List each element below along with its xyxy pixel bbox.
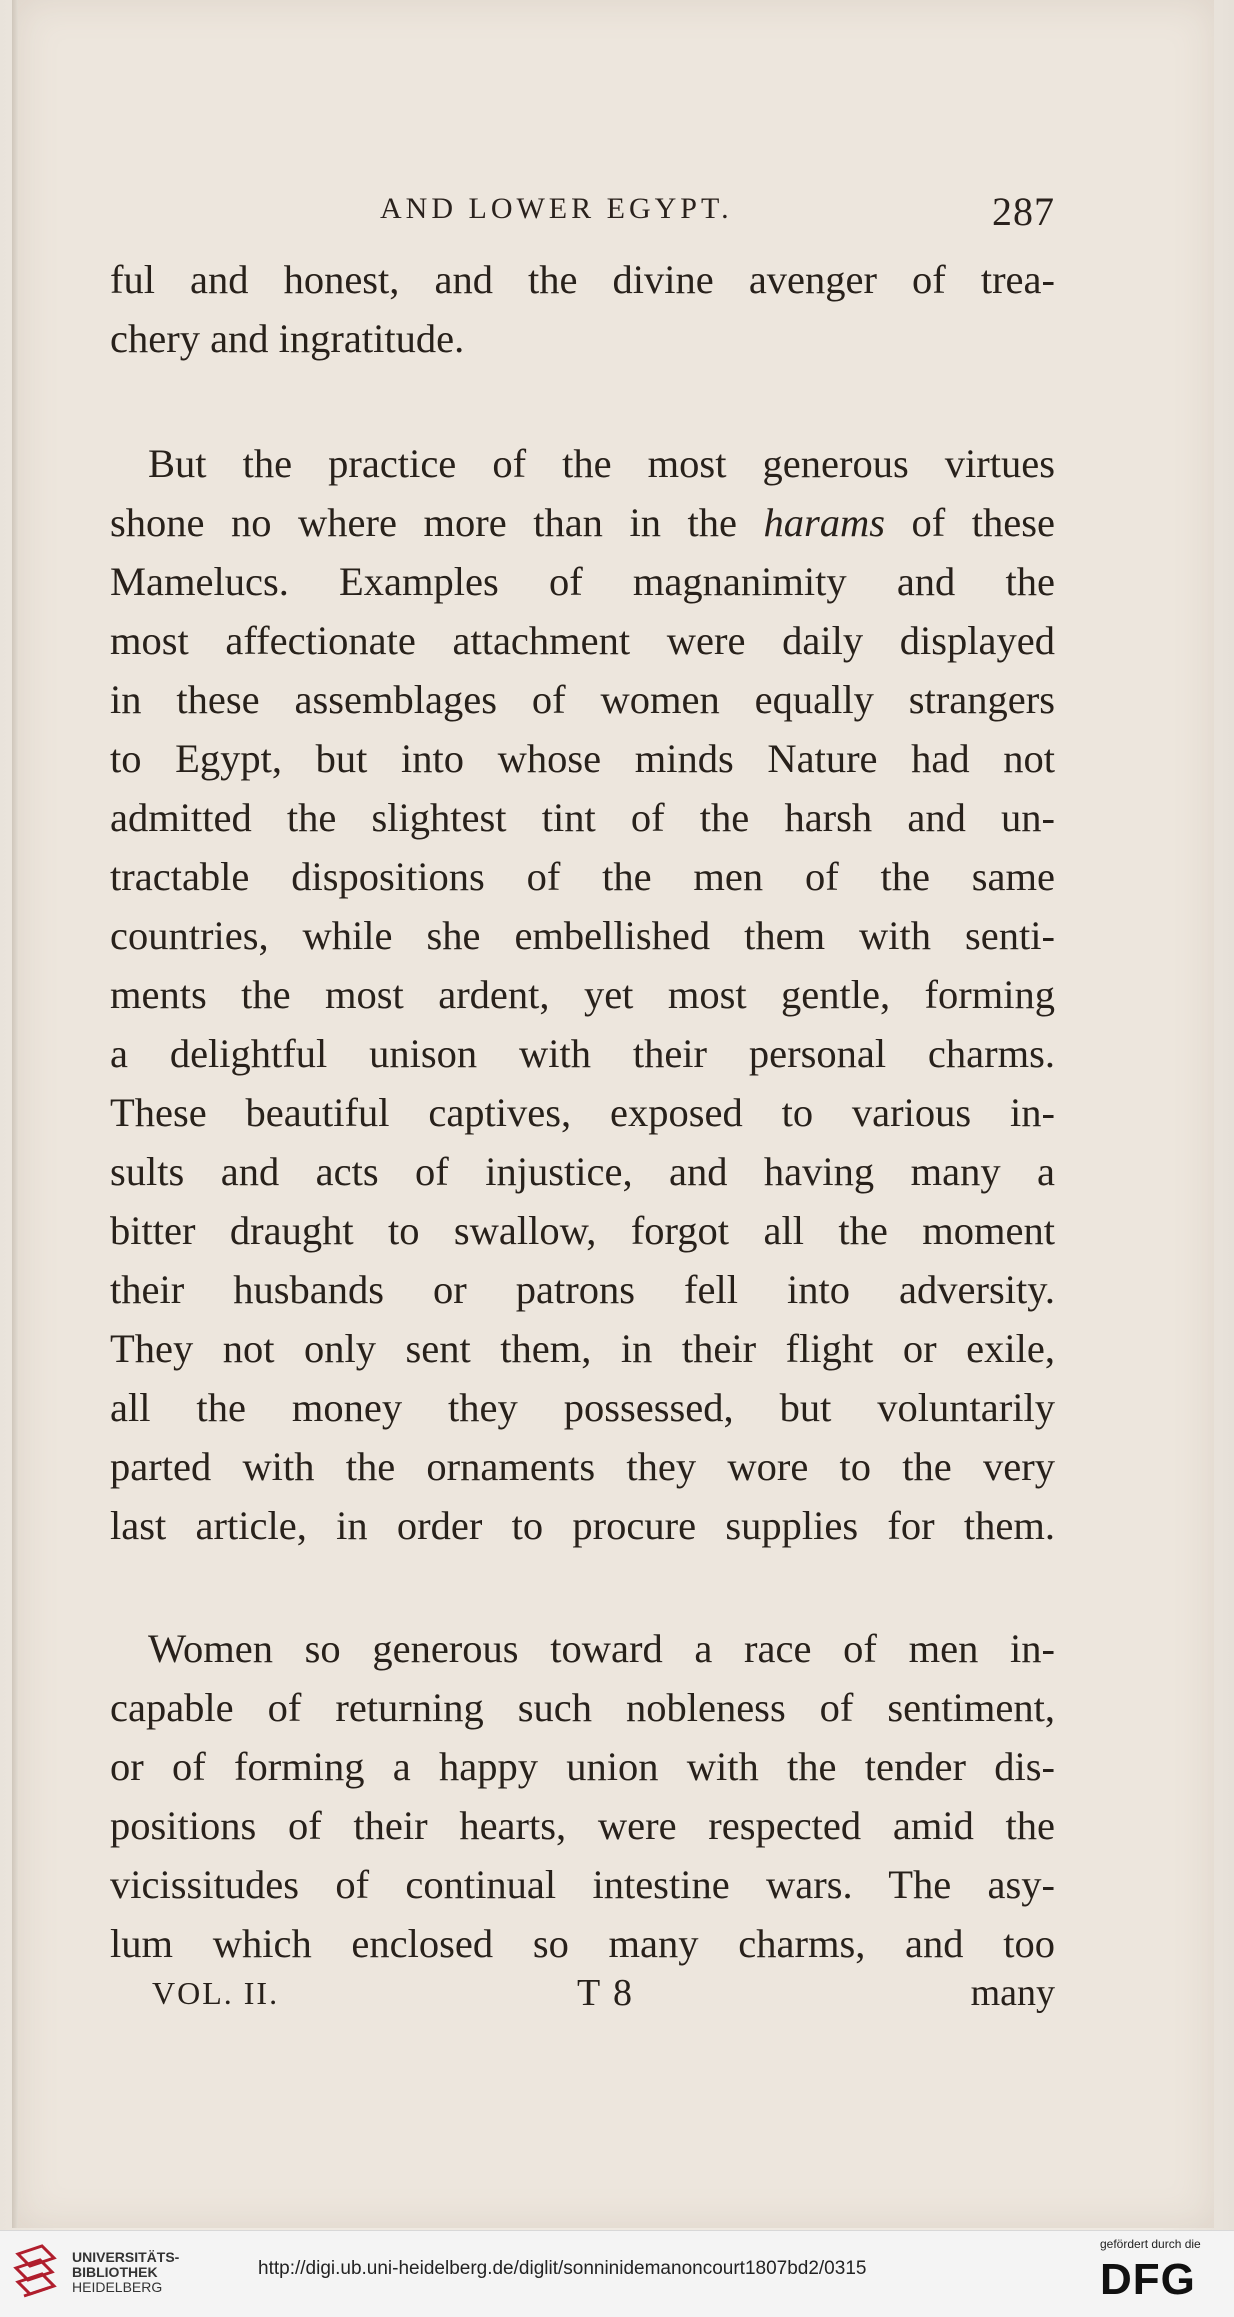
text-line: lum which enclosed so many charms, and too [110, 1921, 1055, 1966]
body-text [110, 250, 1055, 1973]
library-name-line1: UNIVERSITÄTS- [72, 2249, 180, 2265]
text-line: bitter draught to swallow, forgot all the moment [110, 1208, 1055, 1253]
text-line: tractable dispositions of the men of the same [110, 854, 1055, 899]
library-name-line3: HEIDELBERG [72, 2279, 163, 2295]
library-name[interactable] [72, 2250, 179, 2295]
text-line: ments the most ardent, yet most gentle, forming [110, 972, 1055, 1017]
text-line: capable of returning such nobleness of sentiment, [110, 1685, 1055, 1730]
text-segment: of these [885, 500, 1055, 545]
text-line: But the practice of the most generous virtues [148, 441, 1055, 486]
catchword: many [970, 1972, 1055, 2014]
paragraph-3 [110, 1619, 1055, 1973]
page-number: 287 [992, 189, 1055, 234]
text-line: last article, in order to procure supplies for them. [110, 1503, 1055, 1548]
volume-label: VOL. II. [152, 1975, 280, 2011]
text-line: or of forming a happy union with the tender dis- [110, 1744, 1055, 1789]
text-line: ful and honest, and the divine avenger of trea- [110, 257, 1055, 302]
text-line: a delightful unison with their personal charms. [110, 1031, 1055, 1076]
text-line: sults and acts of injustice, and having many a [110, 1149, 1055, 1194]
italic-word-harams: harams [763, 500, 885, 545]
text-line: all the money they possessed, but voluntarily [110, 1385, 1055, 1430]
running-head-title: AND LOWER EGYPT. [380, 192, 733, 225]
paragraph-1 [110, 250, 1055, 368]
text-line: in these assemblages of women equally strangers [110, 677, 1055, 722]
text-line: countries, while she embellished them with senti- [110, 913, 1055, 958]
text-line: to Egypt, but into whose minds Nature had not [110, 736, 1055, 781]
signature-mark: T 8 [577, 1972, 635, 2014]
paragraph-2 [110, 434, 1055, 1555]
text-line: their husbands or patrons fell into adversity. [110, 1267, 1055, 1312]
text-line: vicissitudes of continual intestine wars. The asy- [110, 1862, 1055, 1907]
running-head [110, 188, 1055, 238]
document-url-link[interactable]: http://digi.ub.uni-heidelberg.de/diglit/sonninidemanoncourt1807bd2/0315 [258, 2258, 867, 2279]
funded-by-label: gefördert durch die [1100, 2237, 1201, 2251]
page-footer [152, 1971, 1055, 2021]
dfg-logo[interactable]: DFG [1100, 2255, 1196, 2304]
text-line: admitted the slightest tint of the harsh and un- [110, 795, 1055, 840]
library-name-line2: BIBLIOTHEK [72, 2264, 158, 2280]
text-line: Mamelucs. Examples of magnanimity and the [110, 559, 1055, 604]
text-line: positions of their hearts, were respected amid the [110, 1803, 1055, 1848]
text-segment: shone no where more than in the [110, 500, 764, 545]
university-library-logo-icon[interactable] [12, 2244, 60, 2304]
text-line: chery and ingratitude. [110, 316, 465, 361]
text-line: They not only sent them, in their flight or exile, [110, 1326, 1055, 1371]
text-line: most affectionate attachment were daily displayed [110, 618, 1055, 663]
text-line: These beautiful captives, exposed to various in- [110, 1090, 1055, 1135]
text-line [110, 493, 1055, 552]
text-line: parted with the ornaments they wore to the very [110, 1444, 1055, 1489]
text-line: Women so generous toward a race of men in- [148, 1626, 1055, 1671]
